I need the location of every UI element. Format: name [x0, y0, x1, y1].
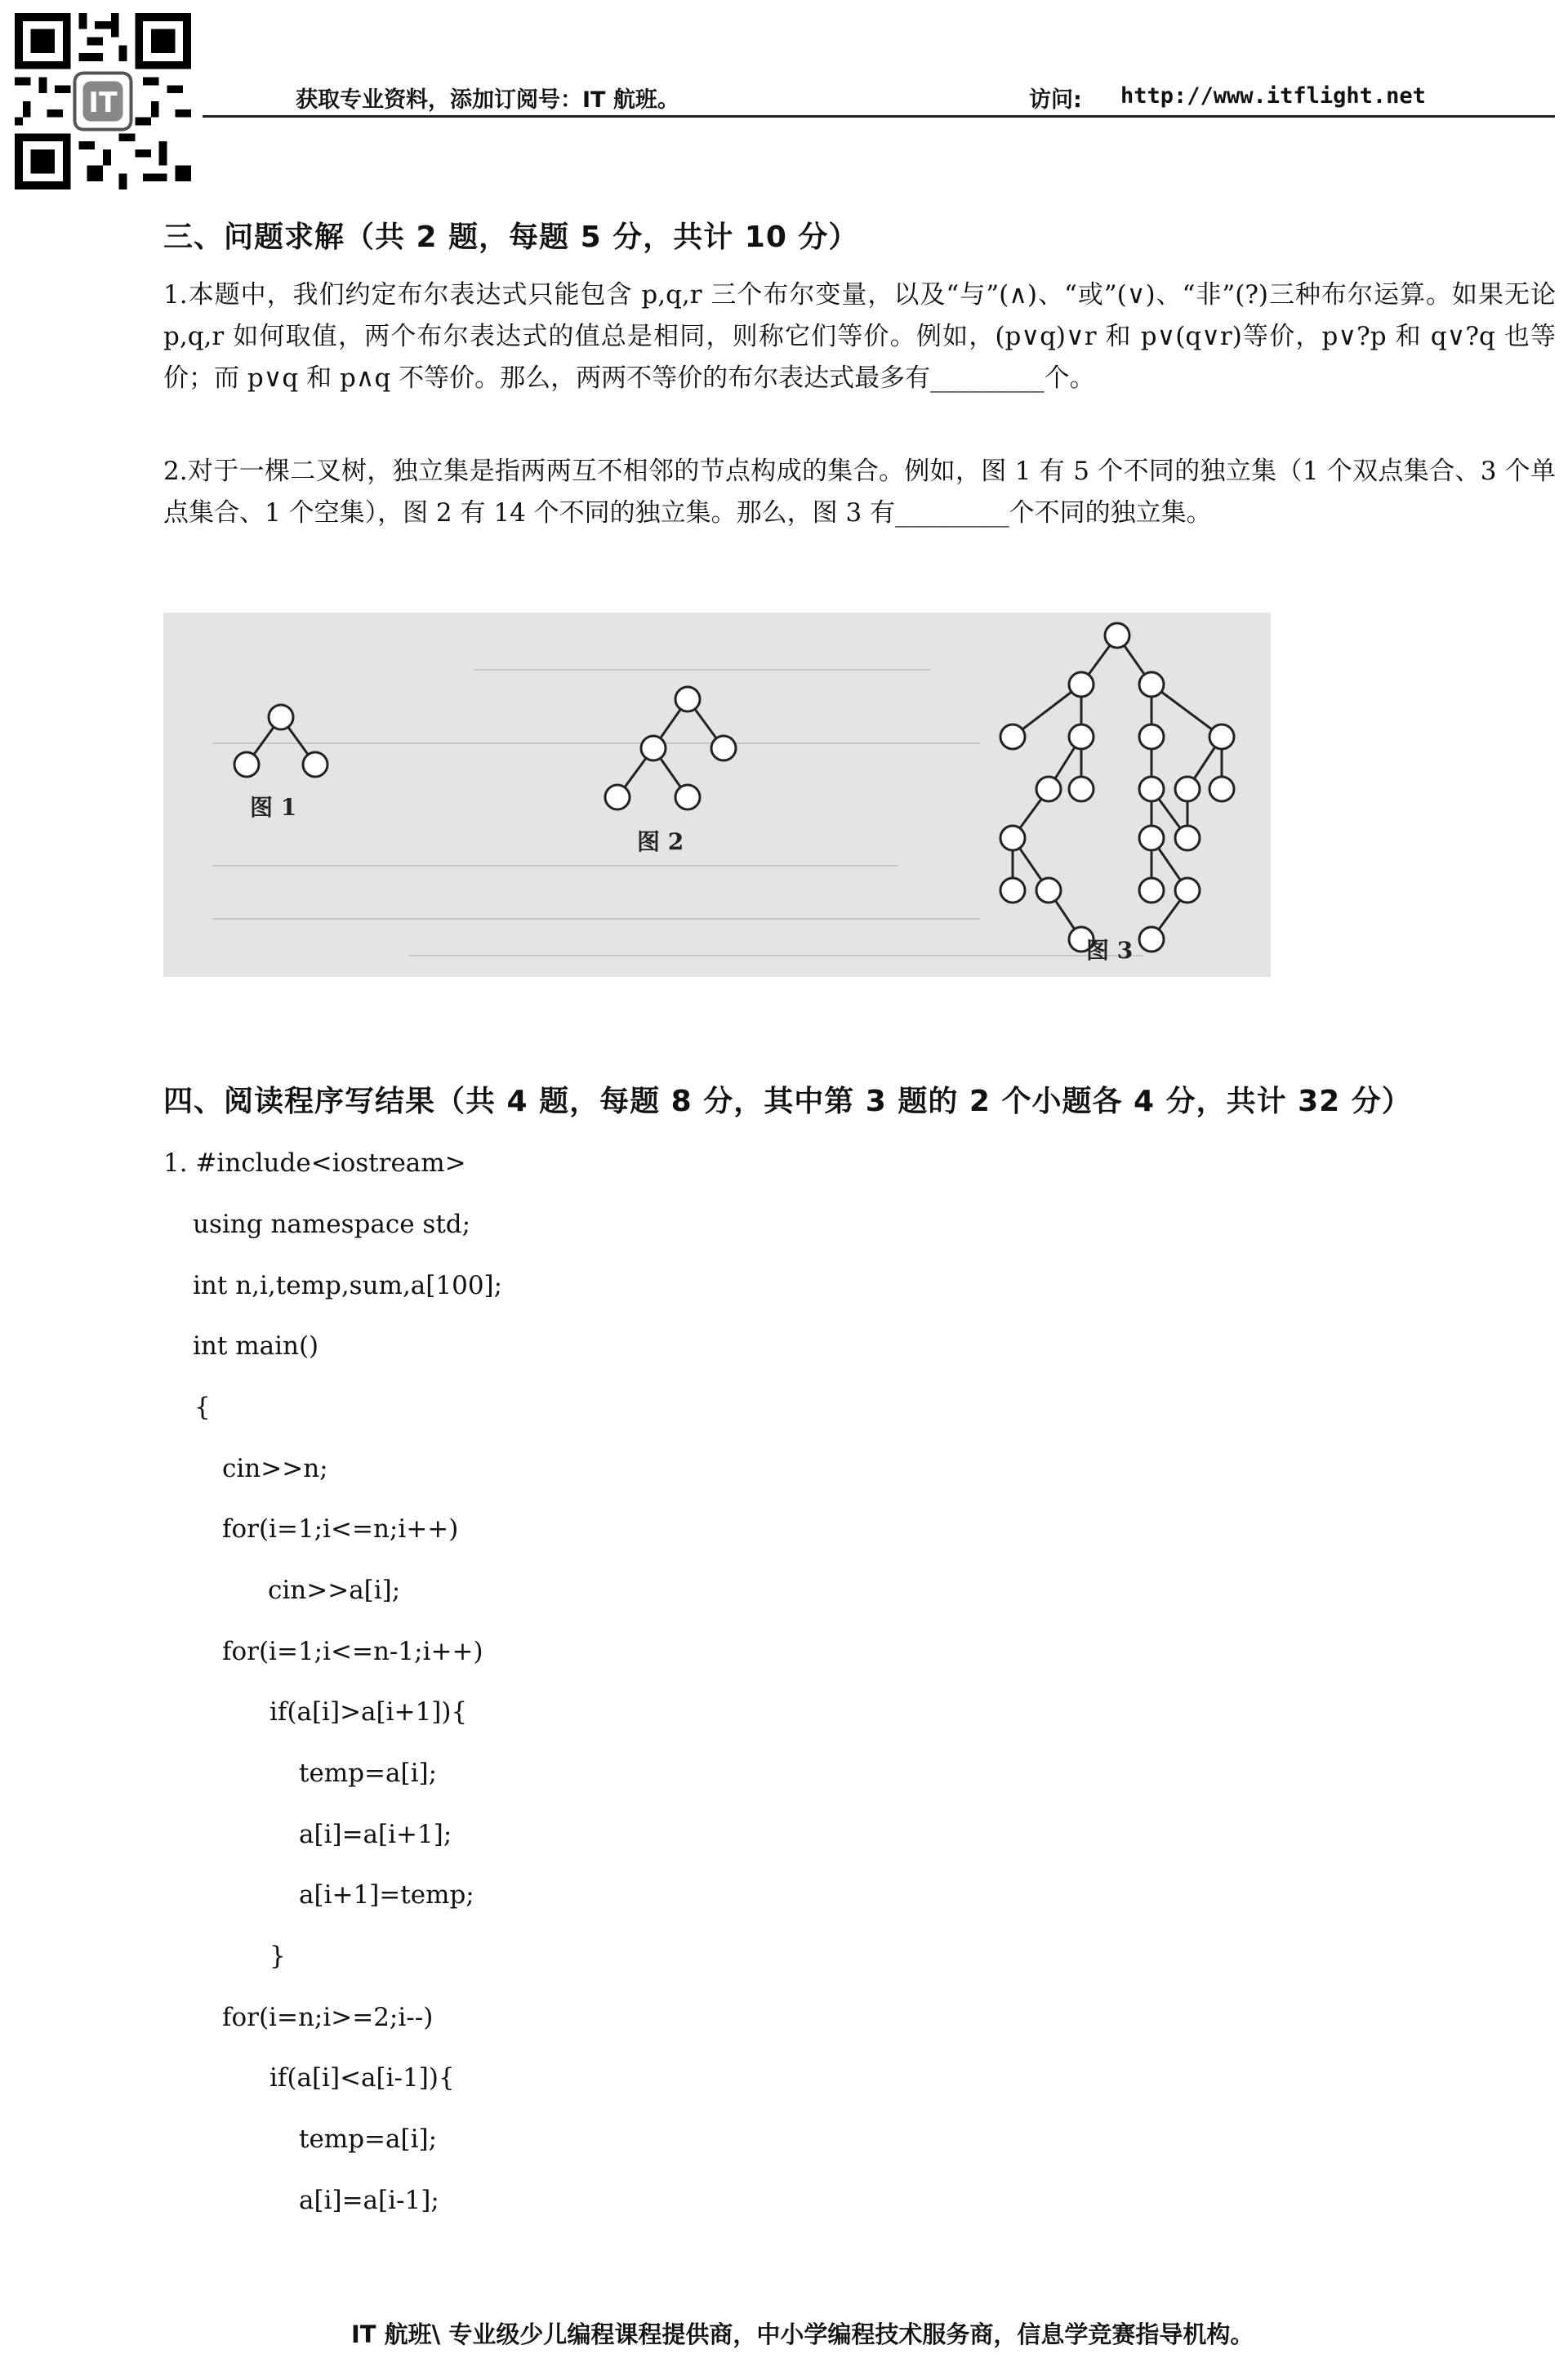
header-divider [203, 115, 1555, 118]
code-line: temp=a[i]; [299, 1759, 438, 1788]
code-line: { [194, 1393, 211, 1422]
code-line: using namespace std; [193, 1210, 471, 1239]
qr-code [13, 13, 193, 189]
figure-2-caption: 图 2 [637, 828, 684, 855]
code-line: int main() [193, 1331, 319, 1361]
code-line: for(i=1;i<=n-1;i++) [222, 1637, 483, 1666]
code-line: 1. #include<iostream> [163, 1148, 466, 1178]
header-visit-label: 访问: [1029, 87, 1082, 113]
code-line: if(a[i]>a[i+1]){ [270, 1697, 468, 1727]
binary-tree-figure [163, 613, 1271, 977]
code-line: cin>>a[i]; [268, 1576, 401, 1605]
question-1-text: 1.本题中，我们约定布尔表达式只能包含 p,q,r 三个布尔变量，以及“与”(∧)、“或”(∨)、“非”(?)三种布尔运算。如果无论 p,q,r 如何取值，两个布尔表达式的值总是相同，则称它们等价。例如，(p∨q)∨r 和 p∨(q∨r)等价，p∨?p 和 q∨?q 也等价；而 p∨q 和 p∧q 不等价。那么，两两不等价的布尔表达式最多有_________个。 [163, 280, 1556, 393]
footer-text: IT 航班\ 专业级少儿编程课程提供商，中小学编程技术服务商，信息学竞赛指导机构。 [351, 2321, 1254, 2348]
code-line: } [270, 1942, 286, 1971]
header-subscribe-text: 获取专业资料，添加订阅号：IT 航班。 [296, 87, 679, 113]
header-url: http://www.itflight.net [1120, 83, 1426, 109]
code-line: temp=a[i]; [299, 2124, 438, 2154]
code-line: cin>>n; [222, 1454, 328, 1483]
code-line: a[i]=a[i-1]; [299, 2186, 439, 2215]
code-line: a[i]=a[i+1]; [299, 1820, 452, 1849]
question-2-text: 2.对于一棵二叉树，独立集是指两两互不相邻的节点构成的集合。例如，图 1 有 5 个不同的独立集（1 个双点集合、3 个单点集合、1 个空集），图 2 有 14 个不同的独立集。那么，图 3 有_________个不同的独立集。 [163, 457, 1556, 528]
svg-text:IT: IT [88, 86, 118, 118]
figure-1-caption: 图 1 [250, 794, 297, 821]
code-line: if(a[i]<a[i-1]){ [270, 2063, 455, 2093]
figure-3-caption: 图 3 [1086, 937, 1134, 964]
section-4-title: 四、阅读程序写结果（共 4 题，每题 8 分，其中第 3 题的 2 个小题各 4 分，共计 32 分） [163, 1085, 1412, 1118]
code-line: for(i=1;i<=n;i++) [222, 1514, 459, 1544]
code-line: a[i+1]=temp; [299, 1880, 474, 1910]
code-line: int n,i,temp,sum,a[100]; [193, 1271, 503, 1300]
section-3-title: 三、问题求解（共 2 题，每题 5 分，共计 10 分） [163, 221, 859, 254]
code-line: for(i=n;i>=2;i--) [222, 2003, 434, 2032]
